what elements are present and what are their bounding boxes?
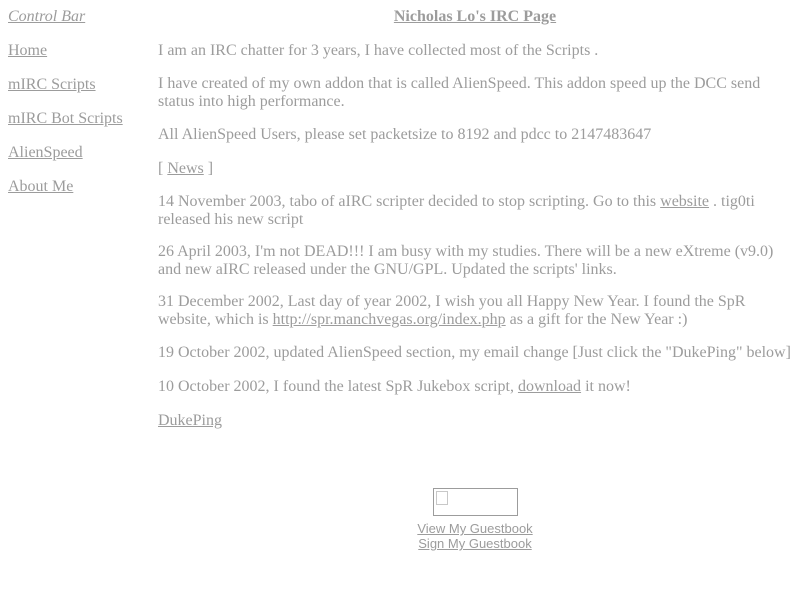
news-bracket-open: [	[158, 160, 168, 177]
addon-text: I have created of my own addon that is called AlienSpeed. This addon speed up the DCC send status into high performance.	[158, 75, 761, 110]
main-content	[158, 7, 792, 445]
sidebar-link-about-me[interactable]: About Me	[8, 178, 74, 195]
spr-website-link[interactable]: http://spr.manchvegas.org/index.php	[272, 311, 506, 328]
page-title-link[interactable]: Nicholas Lo's IRC Page	[393, 8, 557, 25]
alienspeed-settings-text: All AlienSpeed Users, please set packetsize to 8192 and pdcc to 2147483647	[158, 126, 652, 143]
guestbook-banner-image[interactable]	[433, 488, 518, 516]
news-item	[158, 377, 792, 397]
news-item-5-prefix: 10 October 2002, I found the latest SpR Jukebox script,	[158, 378, 518, 395]
news-item: 26 April 2003, I'm not DEAD!!! I am busy with my studies. There will be a new eXtreme (v9.0) and new aIRC released under the GNU/GPL. Updated the scripts' links.	[158, 243, 774, 278]
sidebar-link-mirc-bot-scripts[interactable]: mIRC Bot Scripts	[8, 110, 123, 127]
sidebar-link-alienspeed[interactable]: AlienSpeed	[8, 144, 83, 161]
news-item-3-prefix: 31 December 2002, Last day of year 2002, I wish you all Happy New Year. I found the SpR website, which is	[158, 293, 746, 328]
news-item: 19 October 2002, updated AlienSpeed section, my email change [Just click the "DukePing" below]	[158, 344, 791, 361]
news-bracket-close: ]	[203, 160, 214, 177]
control-bar-title[interactable]: Control Bar	[8, 8, 86, 25]
sidebar-link-home[interactable]: Home	[8, 42, 48, 59]
sidebar-link-mirc-scripts[interactable]: mIRC Scripts	[8, 76, 96, 93]
view-guestbook-link[interactable]: View My Guestbook	[417, 521, 533, 536]
news-item	[158, 193, 792, 229]
news-item-1-suffix: . tig0ti released his new script	[158, 193, 755, 228]
news-item-3-suffix: as a gift for the New Year :)	[505, 311, 688, 328]
intro-text: I am an IRC chatter for 3 years, I have collected most of the Scripts .	[158, 42, 599, 59]
guestbook-section	[158, 488, 792, 551]
sign-guestbook-link[interactable]: Sign My Guestbook	[418, 536, 532, 551]
news-item-5-suffix: it now!	[581, 378, 631, 395]
website-link[interactable]: website	[660, 193, 710, 210]
news-item	[158, 293, 792, 329]
page-title	[158, 7, 792, 27]
news-heading	[158, 159, 792, 179]
download-link[interactable]: download	[517, 378, 582, 395]
broken-image-icon	[436, 491, 448, 505]
news-link[interactable]: News	[167, 160, 204, 177]
sidebar-control-bar	[8, 7, 148, 211]
news-item-1-prefix: 14 November 2003, tabo of aIRC scripter decided to stop scripting. Go to this	[158, 193, 661, 210]
dukeping-line	[158, 411, 792, 431]
dukeping-link[interactable]: DukePing	[158, 412, 222, 429]
